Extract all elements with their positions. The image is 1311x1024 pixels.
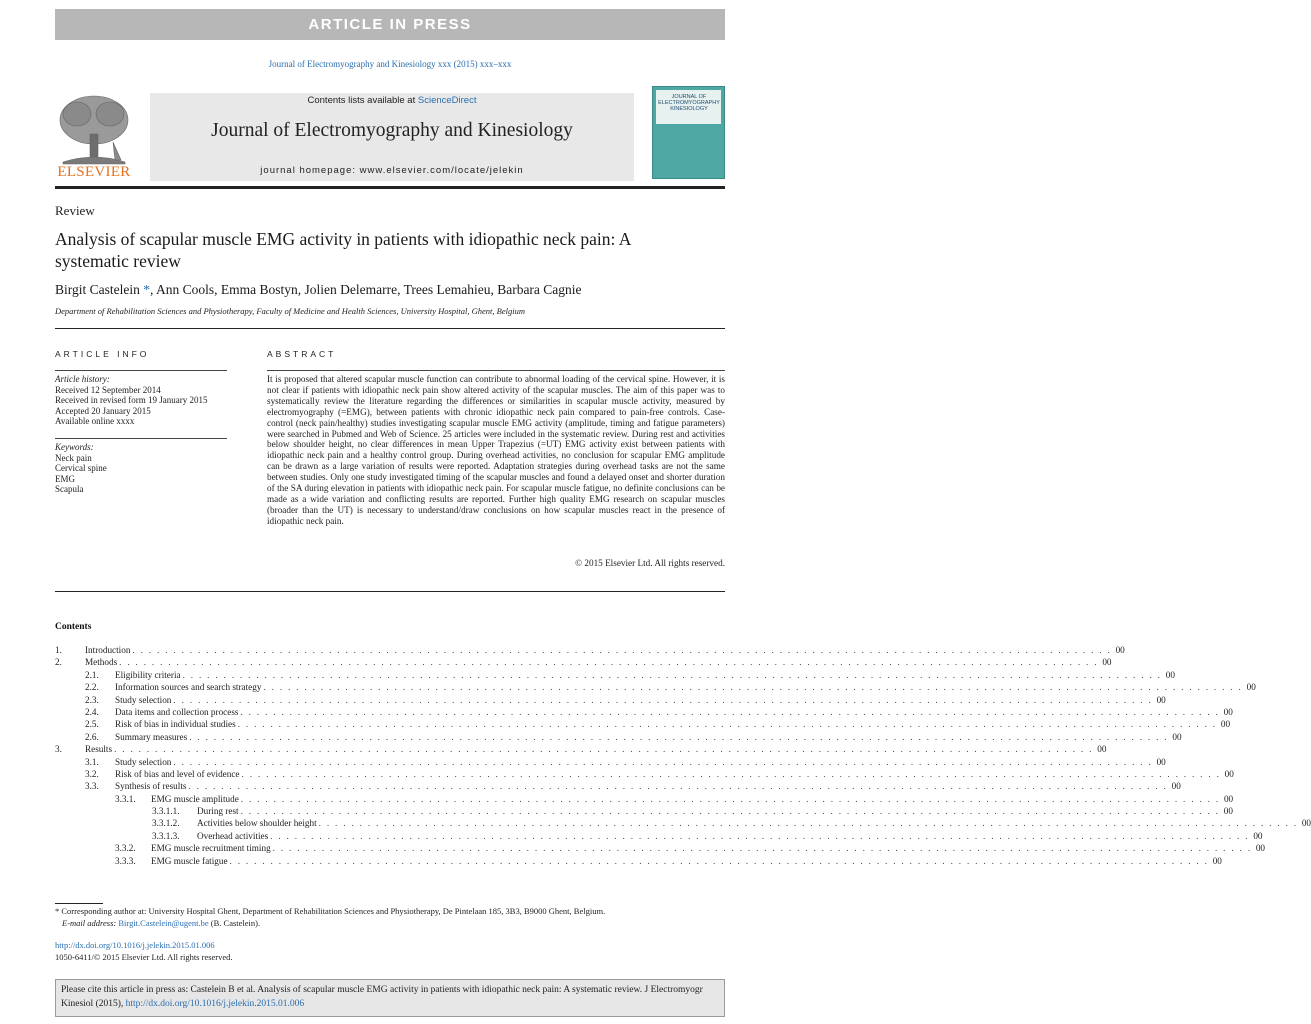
toc-row[interactable] — [55, 645, 1125, 657]
journal-title: Journal of Electromyography and Kinesiology — [211, 120, 573, 141]
toc-leader-dots: . . . . . . . . . . . . . . . . . . . . . . . . . . . . . . . . . . . . . . . . . . . . . . . . . . . . . . . . . . . . . . . . . . . . . . . . . . . . . . . . . . . . . . . . . . . . . . . . . . . . . . . . . . . . . . . . . . . . . . . . — [182, 669, 1162, 680]
toc-leader-dots: . . . . . . . . . . . . . . . . . . . . . . . . . . . . . . . . . . . . . . . . . . . . . . . . . . . . . . . . . . . . . . . . . . . . . . . . . . . . . . . . . . . . . . . . . . . . . . . . . . . . . . . . . . . . . . . . . . . . . . . . — [173, 694, 1153, 705]
toc-row[interactable] — [55, 744, 1107, 756]
toc-leader-dots: . . . . . . . . . . . . . . . . . . . . . . . . . . . . . . . . . . . . . . . . . . . . . . . . . . . . . . . . . . . . . . . . . . . . . . . . . . . . . . . . . . . . . . . . . . . . . . . . . . . . . . . . . . . . . . . . . . . . . . . . — [237, 719, 1217, 730]
abstract-text: It is proposed that altered scapular muscle function can contribute to abnormal loading of the cervical spine. However, it is not clear if patients with idiopathic neck pain show altered activity of the scapular muscles. The aim of this paper was to systematically review the literature regarding the differences or similarities in scapular muscle activity, measured by electromyography (=EMG), between patients with chronic idiopathic neck pain compared to pain-free controls. Case-control (neck pain/healthy) studies investigating scapular muscle EMG activity (amplitude, timing and fatigue parameters) were searched in Pubmed and Web of Science. 25 articles were included in the systematic review. During rest and activities below shoulder height, no clear differences in mean Upper Trapezius (=UT) EMG activity exist between patients with idiopathic neck pain and a healthy control group. During overhead activities, no conclusion for scapular EMG amplitude can be drawn as a large variation of results were reported. Adaptation strategies during overhead tasks are not the same between studies. Only one study investigated timing of the scapular muscles and found a delayed onset and shorter duration of the SA during elevation in patients with idiopathic neck pain. For scapular muscle fatigue, no definite conclusions can be made as a wide variation and conflicting results are reported. Further high quality EMG research on scapular muscles (broader than the UT) is necessary to understand/draw conclusions on how scapular muscles react in the presence of idiopathic neck pain. — [267, 374, 725, 526]
toc-title: EMG muscle amplitude — [151, 793, 239, 804]
journal-homepage[interactable]: journal homepage: www.elsevier.com/locate/jelekin — [260, 165, 524, 176]
toc-title: Information sources and search strategy — [115, 682, 262, 693]
toc-row[interactable] — [55, 657, 1112, 669]
toc-number: 2.3. — [85, 694, 99, 705]
toc-row[interactable] — [55, 768, 1234, 781]
toc-number: 3.2. — [85, 768, 99, 779]
toc-title: Risk of bias in individual studies — [115, 719, 236, 730]
toc-leader-dots: . . . . . . . . . . . . . . . . . . . . . . . . . . . . . . . . . . . . . . . . . . . . . . . . . . . . . . . . . . . . . . . . . . . . . . . . . . . . . . . . . . . . . . . . . . . . . . . . . . . . . . . . . . . . . . . . . . . . . . . . — [240, 706, 1220, 717]
sciencedirect-link[interactable]: ScienceDirect — [417, 95, 477, 106]
history-item: Available online xxxx — [55, 416, 135, 426]
toc-number: 3.3.1.1. — [152, 806, 180, 817]
elsevier-wordmark: ELSEVIER — [57, 164, 131, 180]
footnote-marker: * — [55, 906, 60, 916]
toc-title: Eligibility criteria — [115, 669, 181, 680]
article-type: Review — [55, 203, 95, 218]
toc-page: 00 — [1171, 781, 1181, 792]
toc-title: Synthesis of results — [115, 781, 187, 792]
toc-number: 2.5. — [85, 719, 99, 730]
article-in-press-banner: ARTICLE IN PRESS — [55, 9, 725, 40]
toc-number: 3.3.1.2. — [152, 818, 180, 829]
toc-row[interactable] — [55, 830, 1263, 843]
toc-page: 00 — [1253, 830, 1263, 841]
toc-page: 00 — [1223, 793, 1234, 804]
cite-doi-link[interactable]: http://dx.doi.org/10.1016/j.jelekin.2015.01.006 — [125, 999, 305, 1009]
toc-title: During rest — [197, 806, 239, 817]
article-title: Analysis of scapular muscle EMG activity in patients with idiopathic neck pain: A systematic review — [55, 229, 631, 271]
abstract-heading: ABSTRACT — [267, 349, 337, 359]
toc-page: 00 — [1097, 744, 1107, 755]
history-label: Article history: — [55, 374, 110, 384]
author-list — [55, 282, 725, 298]
toc-row[interactable] — [55, 731, 1182, 744]
toc-leader-dots: . . . . . . . . . . . . . . . . . . . . . . . . . . . . . . . . . . . . . . . . . . . . . . . . . . . . . . . . . . . . . . . . . . . . . . . . . . . . . . . . . . . . . . . . . . . . . . . . . . . . . . . . . . . . . . . . . . . . . . . . — [119, 657, 1099, 668]
keyword: Neck pain — [55, 452, 92, 463]
cover-title: JOURNAL OF ELECTROMYOGRAPHY KINESIOLOGY — [658, 94, 720, 112]
toc-page: 00 — [1246, 682, 1256, 693]
toc-number: 3.3.1.3. — [152, 830, 180, 841]
toc-title: EMG muscle fatigue — [151, 855, 228, 866]
corresponding-author-footnote — [55, 906, 725, 929]
toc-page: 00 — [1172, 731, 1182, 742]
article-history — [55, 374, 227, 427]
toc-number: 2.1. — [85, 669, 99, 680]
cite-this-article-box — [55, 979, 725, 1017]
footnote-email-line — [62, 918, 725, 930]
toc-page: 00 — [1220, 719, 1231, 730]
author-email-link[interactable]: Birgit.Castelein@ugent.be — [118, 917, 209, 928]
toc-leader-dots: . . . . . . . . . . . . . . . . . . . . . . . . . . . . . . . . . . . . . . . . . . . . . . . . . . . . . . . . . . . . . . . . . . . . . . . . . . . . . . . . . . . . . . . . . . . . . . . . . . . . . . . . . . . . . . . . . . . . . . . . — [229, 855, 1209, 866]
toc-row[interactable] — [55, 756, 1166, 769]
first-author[interactable]: Birgit Castelein — [55, 282, 140, 297]
toc-page: 00 — [1156, 694, 1166, 705]
toc-number: 3. — [55, 744, 62, 755]
toc-row[interactable] — [55, 781, 1181, 793]
toc-title: Study selection — [115, 694, 172, 705]
divider — [55, 438, 227, 439]
affiliation: Department of Rehabilitation Sciences and Physiotherapy, Faculty of Medicine and Health Sciences, University Hospital, Ghent, Belgium — [55, 306, 525, 316]
journal-citation-link[interactable]: Journal of Electromyography and Kinesiology xxx (2015) xxx–xxx — [268, 59, 512, 69]
toc-leader-dots: . . . . . . . . . . . . . . . . . . . . . . . . . . . . . . . . . . . . . . . . . . . . . . . . . . . . . . . . . . . . . . . . . . . . . . . . . . . . . . . . . . . . . . . . . . . . . . . . . . . . . . . . . . . . . . . . . . . . . . . . — [188, 781, 1168, 792]
history-item: Received in revised form 19 January 2015 — [55, 395, 208, 405]
divider — [267, 370, 725, 371]
history-item: Accepted 20 January 2015 — [55, 405, 151, 416]
toc-leader-dots: . . . . . . . . . . . . . . . . . . . . . . . . . . . . . . . . . . . . . . . . . . . . . . . . . . . . . . . . . . . . . . . . . . . . . . . . . . . . . . . . . . . . . . . . . . . . . . . . . . . . . . . . . . . . . . . . . . . . . . . . — [270, 830, 1250, 841]
toc-page: 00 — [1255, 843, 1266, 854]
toc-page: 00 — [1223, 706, 1233, 717]
toc-leader-dots: . . . . . . . . . . . . . . . . . . . . . . . . . . . . . . . . . . . . . . . . . . . . . . . . . . . . . . . . . . . . . . . . . . . . . . . . . . . . . . . . . . . . . . . . . . . . . . . . . . . . . . . . . . . . . . . . . . . . . . . . — [132, 645, 1112, 655]
toc-number: 3.3.1. — [115, 793, 136, 804]
abstract-copyright: © 2015 Elsevier Ltd. All rights reserved. — [575, 558, 725, 568]
corresponding-text: Corresponding author at: University Hospital Ghent, Department of Rehabilitation Sciences and Physiotherapy, De Pintelaan 185, 3B3, B9000 Ghent, Belgium. — [61, 906, 606, 916]
keyword: Cervical spine — [55, 463, 107, 473]
divider — [55, 591, 725, 592]
divider — [55, 370, 227, 371]
toc-number: 3.3.3. — [115, 855, 136, 866]
toc-title: Risk of bias and level of evidence — [115, 768, 240, 779]
history-item: Received 12 September 2014 — [55, 384, 161, 395]
contents-heading: Contents — [55, 622, 92, 632]
issn-line: 1050-6411/© 2015 Elsevier Ltd. All rights reserved. — [55, 952, 233, 962]
keyword: EMG — [55, 473, 75, 484]
toc-leader-dots: . . . . . . . . . . . . . . . . . . . . . . . . . . . . . . . . . . . . . . . . . . . . . . . . . . . . . . . . . . . . . . . . . . . . . . . . . . . . . . . . . . . . . . . . . . . . . . . . . . . . . . . . . . . . . . . . . . . . . . . . — [318, 818, 1298, 829]
toc-title: Study selection — [115, 756, 172, 767]
toc-title: Methods — [85, 657, 118, 668]
toc-page: 00 — [1115, 645, 1125, 655]
toc-row[interactable] — [55, 855, 1222, 868]
toc-row[interactable] — [55, 706, 1233, 719]
journal-cover-thumbnail[interactable] — [652, 86, 725, 179]
toc-number: 2.4. — [85, 706, 99, 717]
toc-number: 2.6. — [85, 731, 99, 742]
toc-number: 3.3. — [85, 781, 99, 792]
keywords-block — [55, 442, 227, 495]
toc-title: EMG muscle recruitment timing — [151, 843, 271, 854]
toc-title: Overhead activities — [197, 830, 269, 841]
toc-leader-dots: . . . . . . . . . . . . . . . . . . . . . . . . . . . . . . . . . . . . . . . . . . . . . . . . . . . . . . . . . . . . . . . . . . . . . . . . . . . . . . . . . . . . . . . . . . . . . . . . . . . . . . . . . . . . . . . . . . . . . . . . — [173, 756, 1153, 767]
toc-page: 00 — [1224, 768, 1234, 779]
keywords-label: Keywords: — [55, 442, 94, 452]
footnote-rule — [55, 903, 103, 904]
toc-number: 2.2. — [85, 682, 99, 693]
toc-leader-dots: . . . . . . . . . . . . . . . . . . . . . . . . . . . . . . . . . . . . . . . . . . . . . . . . . . . . . . . . . . . . . . . . . . . . . . . . . . . . . . . . . . . . . . . . . . . . . . . . . . . . . . . . . . . . . . . . . . . . . . . . — [114, 744, 1094, 755]
toc-title: Results — [85, 744, 113, 755]
email-label: E-mail address: — [62, 917, 117, 928]
toc-title: Activities below shoulder height — [197, 818, 317, 829]
toc-leader-dots: . . . . . . . . . . . . . . . . . . . . . . . . . . . . . . . . . . . . . . . . . . . . . . . . . . . . . . . . . . . . . . . . . . . . . . . . . . . . . . . . . . . . . . . . . . . . . . . . . . . . . . . . . . . . . . . . . . . . . . . . — [240, 793, 1220, 804]
header-rule — [55, 186, 725, 189]
toc-page: 00 — [1102, 657, 1112, 668]
toc-row[interactable] — [55, 806, 1233, 818]
toc-page: 00 — [1156, 756, 1166, 767]
toc-page: 00 — [1223, 806, 1233, 817]
cite-text: Please cite this article in press as: Castelein B et al. Analysis of scapular muscle EMG activity in patients with idiopathic neck pain: A systematic review. J Electromyogr Kinesiol (2015), — [61, 985, 703, 1009]
toc-title: Data items and collection process — [115, 706, 239, 717]
toc-page: 00 — [1301, 818, 1311, 829]
doi-link[interactable]: http://dx.doi.org/10.1016/j.jelekin.2015.01.006 — [55, 940, 215, 950]
corresponding-author-marker[interactable]: * — [143, 282, 150, 297]
footnote-line — [55, 906, 725, 918]
toc-leader-dots: . . . . . . . . . . . . . . . . . . . . . . . . . . . . . . . . . . . . . . . . . . . . . . . . . . . . . . . . . . . . . . . . . . . . . . . . . . . . . . . . . . . . . . . . . . . . . . . . . . . . . . . . . . . . . . . . . . . . . . . . — [241, 768, 1221, 779]
toc-row[interactable] — [55, 793, 1234, 806]
other-authors: , Ann Cools, Emma Bostyn, Jolien Delemarre, Trees Lemahieu, Barbara Cagnie — [150, 282, 582, 297]
keyword: Scapula — [55, 484, 84, 494]
toc-number: 3.3.2. — [115, 843, 136, 854]
toc-leader-dots: . . . . . . . . . . . . . . . . . . . . . . . . . . . . . . . . . . . . . . . . . . . . . . . . . . . . . . . . . . . . . . . . . . . . . . . . . . . . . . . . . . . . . . . . . . . . . . . . . . . . . . . . . . . . . . . . . . . . . . . . — [272, 843, 1252, 854]
toc-leader-dots: . . . . . . . . . . . . . . . . . . . . . . . . . . . . . . . . . . . . . . . . . . . . . . . . . . . . . . . . . . . . . . . . . . . . . . . . . . . . . . . . . . . . . . . . . . . . . . . . . . . . . . . . . . . . . . . . . . . . . . . . — [240, 806, 1220, 817]
toc-title: Introduction — [85, 645, 131, 655]
email-suffix: (B. Castelein). — [210, 917, 261, 928]
toc-row[interactable] — [55, 694, 1166, 707]
contents-available-line — [150, 95, 634, 106]
toc-number: 1. — [55, 645, 62, 655]
toc-row[interactable] — [55, 682, 1256, 694]
contents-prefix: Contents lists available at — [307, 95, 418, 106]
article-info-heading: ARTICLE INFO — [55, 349, 150, 359]
toc-row[interactable] — [55, 669, 1175, 682]
toc-page: 00 — [1212, 855, 1222, 866]
toc-number: 3.1. — [85, 756, 99, 767]
toc-row[interactable] — [55, 719, 1231, 731]
toc-title: Summary measures — [115, 731, 188, 742]
toc-leader-dots: . . . . . . . . . . . . . . . . . . . . . . . . . . . . . . . . . . . . . . . . . . . . . . . . . . . . . . . . . . . . . . . . . . . . . . . . . . . . . . . . . . . . . . . . . . . . . . . . . . . . . . . . . . . . . . . . . . . . . . . . — [189, 731, 1169, 742]
table-of-contents — [55, 645, 1311, 868]
divider — [55, 328, 725, 329]
toc-row[interactable] — [55, 818, 1311, 830]
toc-leader-dots: . . . . . . . . . . . . . . . . . . . . . . . . . . . . . . . . . . . . . . . . . . . . . . . . . . . . . . . . . . . . . . . . . . . . . . . . . . . . . . . . . . . . . . . . . . . . . . . . . . . . . . . . . . . . . . . . . . . . . . . . — [263, 682, 1243, 693]
toc-row[interactable] — [55, 843, 1266, 855]
toc-page: 00 — [1165, 669, 1175, 680]
toc-number: 2. — [55, 657, 62, 668]
